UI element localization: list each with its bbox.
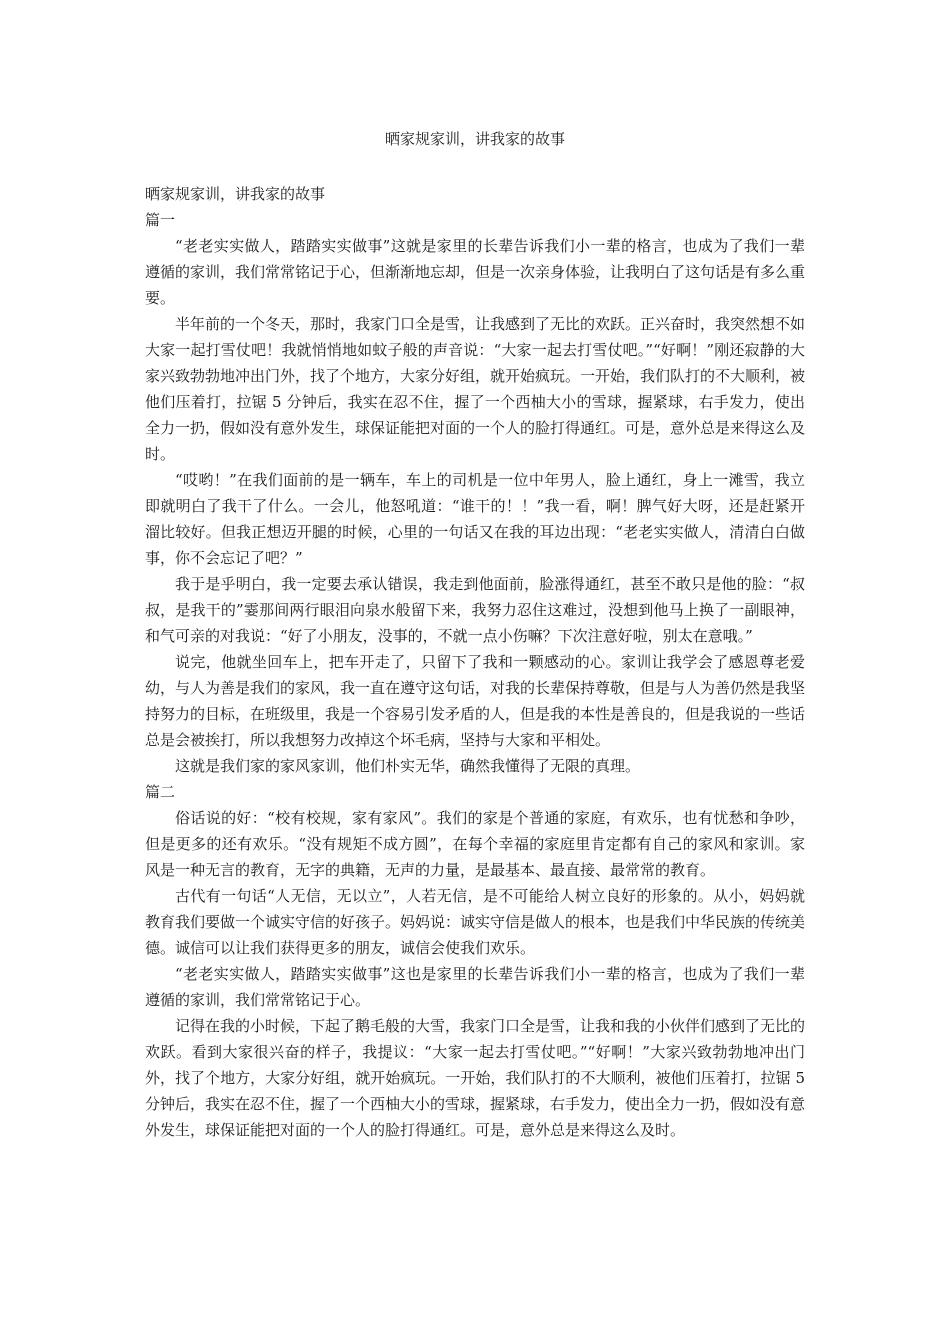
paragraph: 说完，他就坐回车上，把车开走了，只留下了我和一颗感动的心。家训让我学会了感恩尊老爱幼，与人为善是我们的家风，我一直在遵守这句话，对我的长辈保持尊敬，但是与人为善仍然是我坚持努力的目标，在班级里，我是一个容易引发矛盾的人，但是我的本性是善良的，但是我说的一些话总是会被挨打，所以我想努力改掉这个坏毛病，坚持与大家和平相处。 bbox=[145, 653, 806, 749]
document-page bbox=[145, 0, 805, 1143]
paragraph: 我于是乎明白，我一定要去承认错误，我走到他面前，脸涨得通红，甚至不敢只是他的脸：“叔叔，是我干的”霎那间两行眼泪向泉水般留下来，我努力忍住这难过，没想到他马上换了一副眼神，和气可亲的对我说：“好了小朋友，没事的，不就一点小伤嘛？下次注意好啦，别太在意哦。” bbox=[145, 575, 805, 645]
paragraph: 俗话说的好：“校有校规，家有家风”。我们的家是个普通的家庭，有欢乐，也有忧愁和争吵，但是更多的还有欢乐。“没有规矩不成方圆”，在每个幸福的家庭里肯定都有自己的家风和家训。家风是一种无言的教育，无字的典籍，无声的力量，是最基本、最直接、最常常的教育。 bbox=[145, 809, 805, 879]
section-heading-2: 篇二 bbox=[145, 783, 176, 801]
section-heading-1: 篇一 bbox=[145, 211, 176, 229]
paragraph: 半年前的一个冬天，那时，我家门口全是雪，让我感到了无比的欢跃。正兴奋时，我突然想不如大家一起打雪仗吧！我就悄悄地如蚊子般的声音说：“大家一起去打雪仗吧。”“好啊！”刚还寂静的大家兴致勃勃地冲出门外，找了个地方，大家分好组，就开始疯玩。一开始，我们队打的不大顺利，被他们压着打，拉锯 5 分钟后，我实在忍不住，握了一个西柚大小的雪球，握紧球，右手发力，使出全力一扔，假如没有意外发生，球保证能把对面的一个人的脸打得通红。可是，意外总是来得这么及时。 bbox=[145, 315, 806, 463]
paragraph: 这就是我们家的家风家训，他们朴实无华，确然我懂得了无限的真理。 bbox=[175, 757, 641, 775]
paragraph: “老老实实做人，踏踏实实做事”这也是家里的长辈告诉我们小一辈的格言，也成为了我们一辈遵循的家训，我们常常铭记于心。 bbox=[145, 965, 805, 1009]
paragraph: 记得在我的小时候，下起了鹅毛般的大雪，我家门口全是雪，让我和我的小伙伴们感到了无比的欢跃。看到大家很兴奋的样子，我提议：“大家一起去打雪仗吧。”“好啊！”大家兴致勃勃地冲出门外，找了个地方，大家分好组，就开始疯玩。一开始，我们队打的不大顺利，被他们压着打，拉锯 5 分钟后，我实在忍不住，握了一个西柚大小的雪球，握紧球，右手发力，使出全力一扔，假如没有意外发生，球保证能把对面的一个人的脸打得通红。可是，意外总是来得这么及时。 bbox=[145, 1017, 806, 1139]
document-title: 晒家规家训，讲我家的故事 bbox=[384, 130, 565, 148]
paragraph: “老老实实做人，踏踏实实做事”这就是家里的长辈告诉我们小一辈的格言，也成为了我们一辈遵循的家训，我们常常铭记于心，但渐渐地忘却，但是一次亲身体验，让我明白了这句话是有多么重要。 bbox=[145, 237, 806, 307]
paragraph: “哎哟！”在我们面前的是一辆车，车上的司机是一位中年男人，脸上通红，身上一滩雪，我立即就明白了我干了什么。一会儿，他怒吼道：“谁干的！！”我一看，啊！脾气好大呀，还是赶紧开溜比较好。但我正想迈开腿的时候，心里的一句话又在我的耳边出现：“老老实实做人，清清白白做事，你不会忘记了吧？” bbox=[145, 471, 805, 567]
paragraph: 古代有一句话“人无信，无以立”，人若无信，是不可能给人树立良好的形象的。从小，妈妈就教育我们要做一个诚实守信的好孩子。妈妈说：诚实守信是做人的根本，也是我们中华民族的传统美德。诚信可以让我们获得更多的朋友，诚信会使我们欢乐。 bbox=[145, 887, 806, 957]
document-subtitle: 晒家规家训，讲我家的故事 bbox=[145, 185, 326, 203]
